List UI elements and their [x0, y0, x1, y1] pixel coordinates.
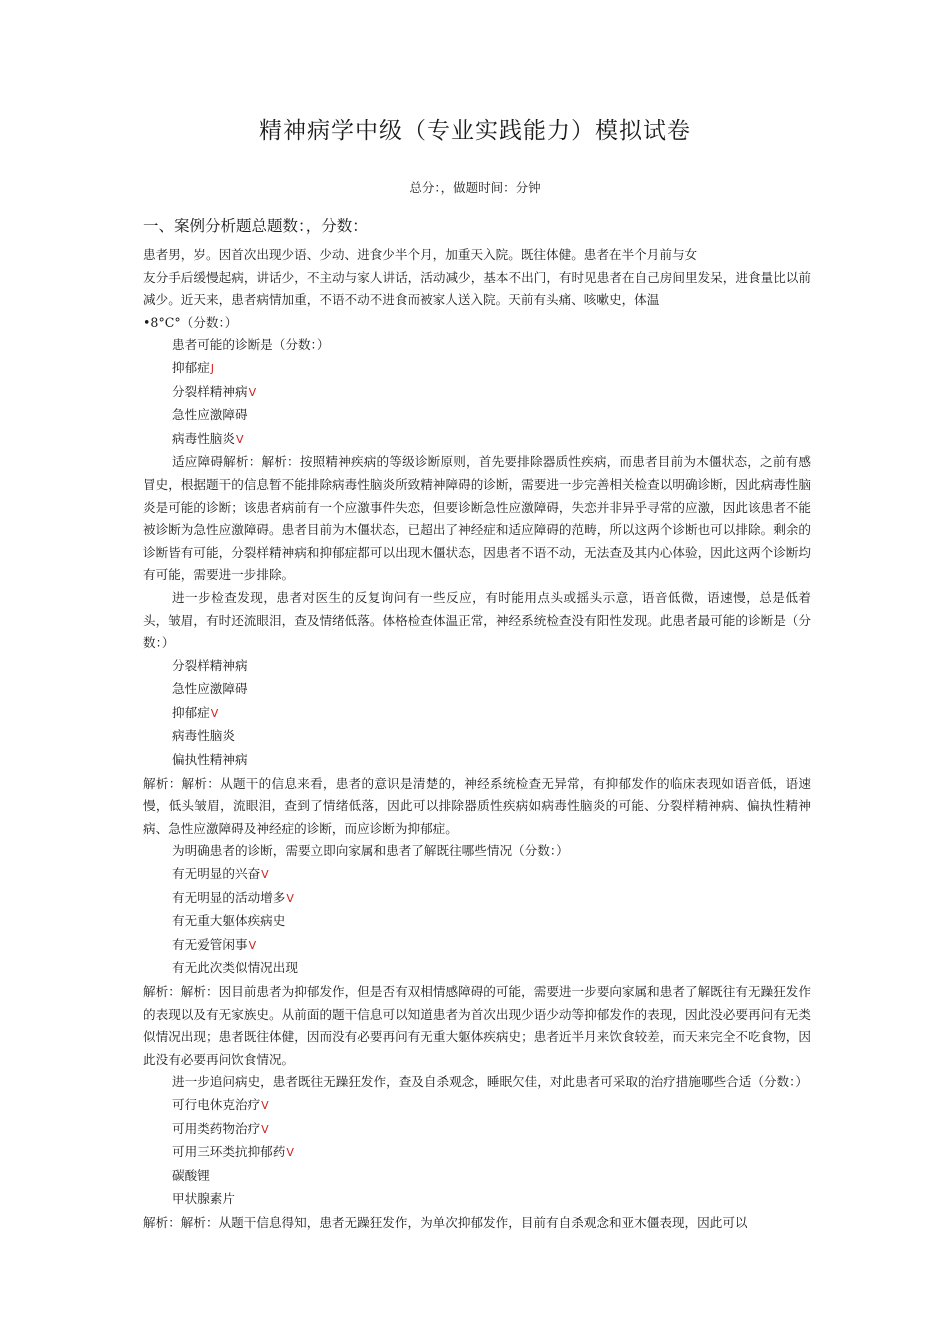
document-body [143, 244, 811, 1235]
answer-option: 可行电休克治疗V [172, 1096, 269, 1112]
answer-option: 病毒性脑炎 [172, 728, 235, 744]
answer-option: 急性应激障碍 [172, 407, 248, 423]
answer-option: 有无爱管闲事V [172, 936, 257, 952]
answer-option: 分裂样精神病 [172, 657, 248, 673]
answer-option: 病毒性脑炎V [172, 430, 244, 446]
answer-mark: V [235, 432, 244, 446]
answer-option: 偏执性精神病 [172, 752, 248, 768]
answer-option: 急性应激障碍 [172, 681, 248, 697]
answer-mark: V [210, 706, 219, 720]
answer-option: 甲状腺素片 [172, 1191, 235, 1207]
case-stem-line: 患者男，岁。因首次出现少语、少动、进食少半个月，加重天入院。既往体健。患者在半个月前与女 [143, 247, 698, 262]
answer-option: 可用类药物治疗V [172, 1120, 269, 1136]
answer-mark: V [248, 385, 257, 399]
answer-option: 可用三环类抗抑郁药V [172, 1144, 294, 1160]
explanation: 适应障碍解析：解析：按照精神疾病的等级诊断原则，首先要排除器质性疾病，而患者目前为木僵状态，之前有感冒史，根据题干的信息暂不能排除病毒性脑炎所致精神障碍的诊断，需要进一步完善相关检查以明确诊断，因此病毒性脑炎是可能的诊断；该患者病前有一个应激事件失恋，但要诊断急性应激障碍，失恋并非异乎寻常的应激，因此该患者不能被诊断为急性应激障碍。患者目前为木僵状态，已超出了神经症和适应障碍的范畴，所以这两个诊断也可以排除。剩余的诊断皆有可能，分裂样精神病和抑郁症都可以出现木僵状态，因患者不语不动，无法查及其内心体验，因此这两个诊断均有可能，需要进一步排除。 [143, 454, 811, 583]
question-prompt: 进一步检查发现，患者对医生的反复询问有一些反应，有时能用点头或摇头示意，语音低微，语速慢，总是低着头，皱眉，有时还流眼泪，查及情绪低落。体格检查体温正常，神经系统检查没有阳性发现。此患者最可能的诊断是（分数：） [143, 589, 811, 651]
answer-option: 有无重大躯体疾病史 [172, 913, 286, 929]
case-stem-line: 友分手后缓慢起病，讲话少，不主动与家人讲话，活动减少，基本不出门，有时见患者在自己房间里发呆，进食量比以前减少。近天来，患者病情加重，不语不动不进食而被家人送入院。天前有头痛、咳嗽史，体温 [143, 269, 811, 308]
answer-mark: V [261, 1122, 269, 1136]
question-prompt: 患者可能的诊断是（分数：） [172, 337, 330, 353]
explanation: 解析：解析：从题干的信息来看，患者的意识是清楚的，神经系统检查无异常，有抑郁发作的临床表现如语音低，语速慢，低头皱眉，流眼泪，查到了情绪低落，因此可以排除器质性疾病如病毒性脑炎的可能、分裂样精神病、偏执性精神病、急性应激障碍及神经症的诊断，而应诊断为抑郁症。 [143, 775, 811, 836]
answer-option: 有无明显的活动增多V [172, 889, 294, 905]
answer-option: 抑郁症J [172, 359, 215, 375]
page-title: 精神病学中级（专业实践能力）模拟试卷 [259, 118, 691, 144]
answer-option: 分裂样精神病V [172, 383, 257, 399]
answer-mark: J [210, 361, 215, 375]
answer-option: 抑郁症V [172, 704, 219, 720]
case-stem-line: •8°C°（分数：） [143, 314, 238, 330]
explanation: 解析：解析：因目前患者为抑郁发作，但是否有双相情感障碍的可能，需要进一步要向家属和患者了解既往有无躁狂发作的表现以及有无家族史。从前面的题干信息可以知道患者为首次出现少语少动等抑郁发作的表现，因此没必要再问有无类似情况出现；患者既往体健，因而没有必要再问有无重大躯体疾病史；患者近半月来饮食较差，而天来完全不吃食物，因此没有必要再问饮食情况。 [143, 984, 811, 1067]
explanation: 解析：解析：从题干信息得知，患者无躁狂发作，为单次抑郁发作，目前有自杀观念和亚木僵表现，因此可以 [143, 1214, 748, 1230]
answer-mark: V [261, 1098, 269, 1112]
answer-mark: V [261, 868, 269, 882]
answer-mark: V [286, 891, 294, 905]
section-heading: 一、案例分析题总题数：，分数： [143, 217, 368, 235]
question-prompt: 为明确患者的诊断，需要立即向家属和患者了解既往哪些情况（分数：） [172, 843, 569, 859]
answer-mark: V [248, 938, 257, 952]
question-prompt: 进一步追问病史，患者既往无躁狂发作，查及自杀观念，睡眠欠佳，对此患者可采取的治疗措施哪些合适（分数：） [172, 1074, 808, 1090]
answer-option: 有无明显的兴奋V [172, 866, 269, 882]
exam-meta: 总分：，做题时间：分钟 [409, 180, 541, 195]
answer-option: 碳酸锂 [172, 1167, 210, 1183]
answer-option: 有无此次类似情况出现 [172, 960, 298, 976]
answer-mark: V [286, 1146, 294, 1160]
